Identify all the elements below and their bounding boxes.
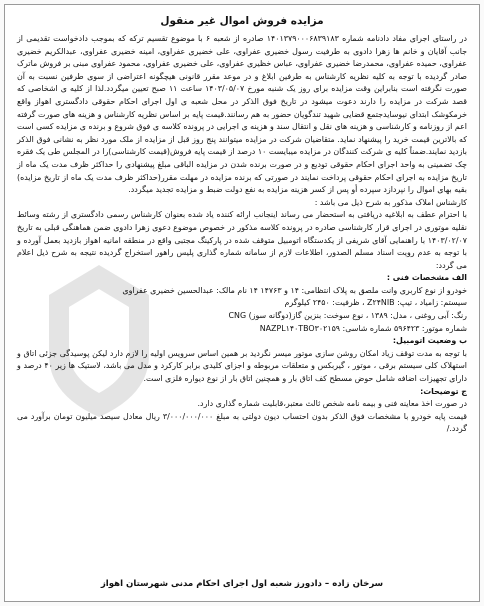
signature-line: سرخان زاده – دادورز شعبه اول اجرای احکام مدنی شهرستان اهواز [100,579,384,589]
paragraph-expert-report: با احترام عطف به ابلاغیه دریافتی به استحضار می رساند اینجانب ارائه کننده یاد شده بعنوان کارشناس رسمی دادگستری از رشته وسائط نقلیه موتوری در اجرای قرار کارشناسی صادره در پرونده کلاسه مذکور در خصوص موضوع دعوی زهرا دادوی ضمن هماهنگی قبلی به تاریخ ۱۴۰۳/۰۲/۰۷ با راهنمایی آقای شریفی از یکدستگاه اتومبیل متوقف شده در پارکینگ مجتبی واقع در منطقه امانیه اهواز بازدید بعمل آورده و با توجه به عدم رویت اسناد مسلم الصدور، اطلاعات لازم از سامانه شماره گذاری پلیس راهور استخراج گردیده نتیجه به شرح ذیل اعلام می گردد: [17,210,467,270]
section-c-title: ج توضیحات: [420,386,467,396]
base-price-text: قیمت پایه خودرو با مشخصات فوق الذکر بدون احتساب دیون دولتی به مبلغ ۳/۰۰۰/۰۰۰/۰۰۰ ریال معادل سیصد میلیون تومان برآورد می گردد./ [17,411,467,434]
spec-line-engine: شماره موتور: ۵۹۶۴۲۳ شماره شاسی: NAZPL۱۴۰TBO۳۰۲۱۵۹ [259,323,467,333]
spec-line-system: سیستم: زامیاد ، تیپ: Z۲۴NIB ، ظرفیت: ۲۴۵۰ کیلوگرم [284,298,467,308]
paragraph-expert-intro: کارشناس املاک مذکور به شرح ذیل می باشد : [314,197,467,207]
section-b-title: ب وضعیت اتومبیل: [392,336,467,346]
section-c-text: در صورت اخذ معاینه فنی و بیمه نامه شخص ثالث معتبر،قابلیت شماره گذاری دارد. [197,399,467,409]
section-b-text: با توجه به مدت توقف زیاد امکان روشن سازی موتور میسر نگردید بر همین اساس سرویس اولیه را لازم دارد لیکن پوسیدگی جزئی اتاق و استهلاک کلی سیستم برقی ، موتور ، گیربکس و متعلقات مربوطه و اجزای کلیدی برابر کارکرد و مدل می باشد، لاستیک ها زیر ۴۰ درصد و دارای تجهیزات اضافه شامل حوض مسطح کف اتاق بار و همچنین اتاق بار از نوع دیواره فلزی است. [17,348,467,384]
notice-body [17,33,467,436]
notice-frame [4,4,480,602]
paragraph-auction-terms: در راستای اجرای مفاد دادنامه شماره ۱۴۰۱۳۷۹۰۰۰۶۸۳۹۱۸۳ صادره از شعبه ۶ با موضوع تقسیم ترکه که بموجب دادخواست تقدیمی از جانب آقایان و خانم ها زهرا دادوی به طرفیت رسول خضیری عفراوی، علی خضیری عفراوی، امینه خضیری عفراوی، عبدالکریم خضیری عفراوی، حمیده عفراوی، محمدرضا خضیری عفراوی، عباس خظیری عفراوی، علی خضیری عفراوی، محمود عفراوی مبنی بر فروش ماترک صادر گردیده با توجه به کلیه نظریه کارشناس به طرفین ابلاغ و در موعد مقرر قانونی هیچگونه اعتراضی از سوی طرفین نسبت به آن صورت نگرفته است بنابراین وقت مزایده برای روز یک شنبه مورخ ۱۴۰۳/۰۵/۰۷ ساعت ۱۱ صبح تعیین میگردد.لذا از کلیه ی اشخاصی که قصد شرکت در مزایده را دارند دعوت میشود در تاریخ فوق الذکر در محل شعبه ی اول اجرای احکام حقوقی دادگستری اهواز واقع خرمکوشک ابتدای نیوسایدجتمع قضایی شهید تندگویان حضور به هم رسانند.قیمت پایه بر اساس نظریه کارشناس و هزینه های صورت گرفته اعم از روزنامه و کارشناسی و هزینه های نقل و انتقال سند و هزینه ی اجرایی در پرونده کلاسه ی فوق شروع و برنده ی مزایده کسی است که بالاترین قیمت خرید را پیشنهاد نماید. متقاضیان شرکت در مزایده میتوانند پنج روز قبل از مزایده از ملک مورد نظر به نشانی فوق الذکر بازدید نمایند.ضمناً کلیه ی شرکت کنندگان در مزایده میبایست ۱۰ درصد از قیمت پایه فروش(قیمت کارشناسی)را در المجلس طی یک فقره چک تضمینی به واحد اجرای احکام حقوقی تودیع و در صورت برنده شدن در مزایده الباقی مبلغ پیشنهادی را حداکثر ظرف مدت یک ماه از تاریخ مزایده به اجرای احکام حقوقی پرداخت نمایند در صورتی که برنده مزایده در مهلت مقرر(حداکثر ظرف مدت یک ماه از تاریخ مزایده) بقیه بهای اموال را نپردازد سپرده أو پس از کسر هزینه مزایده به نفع دولت ضبط و مزایده تجدید میگردد. [17,34,467,195]
section-a-title: الف مشخصات فنی : [386,273,467,283]
notice-title: مزایده فروش اموال غیر منقول [160,15,324,27]
spec-line-color: رنگ: آبی روغنی ، مدل: ۱۳۸۹ ، نوع سوخت: بنزین گاز(دوگانه سوز) CNG [228,311,467,321]
spec-line-plate: خودرو از نوع کاربری وانت ملصق به پلاک انتظامی: ۱۴ و ۱۴۷۶۳ ۱۴ نام مالک: عبدالحسین خضیری عفراوی [122,285,467,295]
